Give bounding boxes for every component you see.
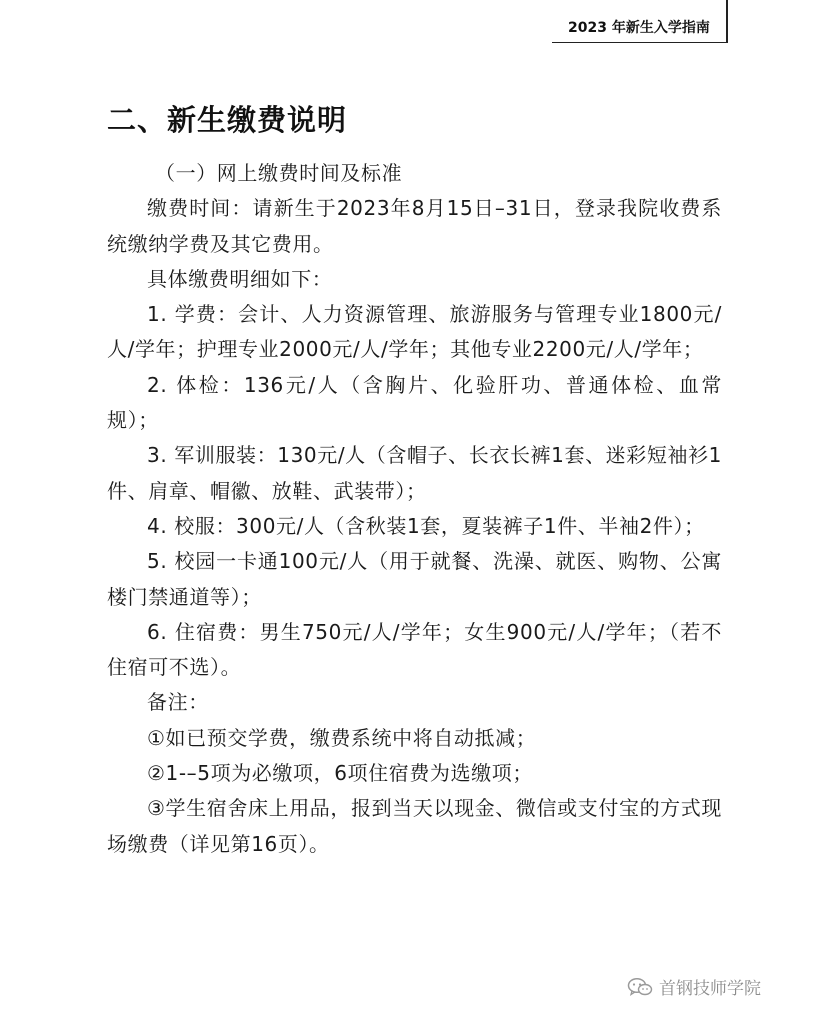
notes-label: 备注： <box>147 690 209 715</box>
fee-item-campus-card: 5. 校园一卡通100元/人（用于就餐、洗澡、就医、购物、公寓楼门禁通道等）； <box>107 549 722 609</box>
header-divider-vertical <box>726 0 728 43</box>
document-body <box>107 156 722 862</box>
note-item: ②1-–5项为必缴项，6项住宿费为选缴项； <box>147 761 533 786</box>
fee-item-physical-exam: 2. 体检：136元/人（含胸片、化验肝功、普通体检、血常规）； <box>107 372 722 433</box>
fee-item-accommodation: 6. 住宿费：男生750元/人/学年；女生900元/人/学年；（若不住宿可不选）。 <box>107 619 722 680</box>
section-title: 二、新生缴费说明 <box>107 103 348 137</box>
details-intro: 具体缴费明细如下： <box>147 266 333 291</box>
fee-item-tuition: 1. 学费：会计、人力资源管理、旅游服务与管理专业1800元/人/学年；护理专业2000元/人/学年；其他专业2200元/人/学年； <box>107 302 722 362</box>
note-item: ①如已预交学费，缴费系统中将自动抵减； <box>147 725 537 750</box>
footer-brand <box>627 974 761 999</box>
fee-item-school-uniform: 4. 校服：300元/人（含秋装1套，夏装裤子1件、半袖2件）； <box>147 513 705 538</box>
fee-item-military-uniform: 3. 军训服装：130元/人（含帽子、长衣长裤1套、迷彩短袖衫1件、肩章、帽徽、放鞋、武装带）； <box>107 443 723 503</box>
payment-time: 缴费时间：请新生于2023年8月15日–31日，登录我院收费系统缴纳学费及其它费用。 <box>107 196 722 256</box>
wechat-icon <box>627 977 653 997</box>
brand-name: 首钢技师学院 <box>659 979 761 999</box>
header-divider-horizontal <box>552 42 727 43</box>
note-item: ③学生宿舍床上用品，报到当天以现金、微信或支付宝的方式现场缴费（详见第16页）。 <box>107 796 722 856</box>
guide-title: 2023 年新生入学指南 <box>568 20 710 36</box>
subheading: （一）网上缴费时间及标准 <box>155 161 403 185</box>
